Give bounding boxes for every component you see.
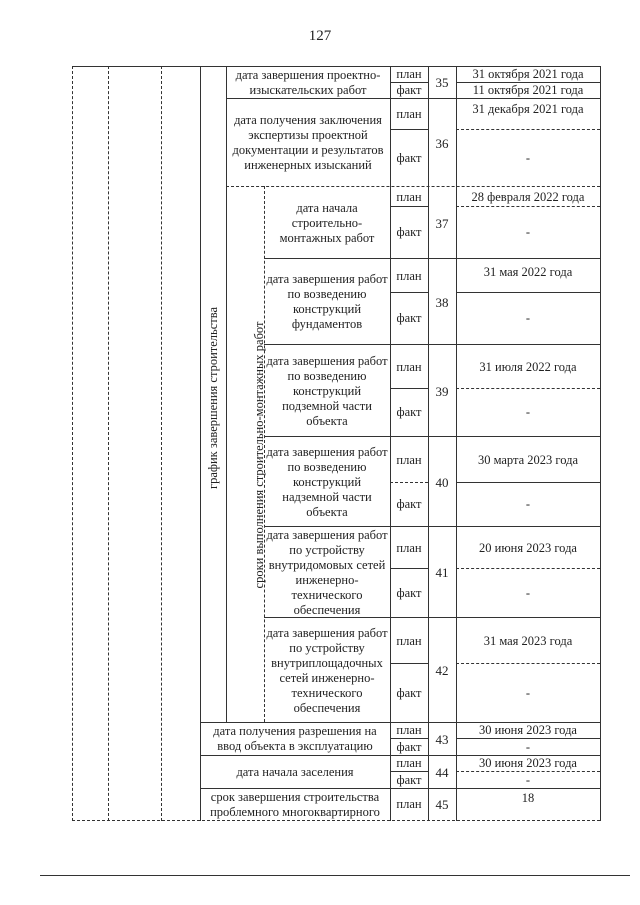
row-39-plan-label: план <box>396 359 422 374</box>
row-36-plan-date: 31 декабря 2021 года <box>472 101 584 116</box>
row-36-plan-label: план <box>396 107 422 121</box>
row-44-fact-date: - <box>525 772 531 787</box>
row-43-fact-label: факт <box>396 739 422 754</box>
row-45-plan-label: план <box>396 797 422 811</box>
row-39-fact-label: факт <box>396 405 422 419</box>
row-37-plan-label: план <box>396 189 422 204</box>
row-42-plan-label: план <box>396 633 422 648</box>
row-37-label: дата начала строительно-монтажных работ <box>279 200 375 245</box>
row-35-fact-label: факт <box>396 83 422 97</box>
row-38-label: дата завершения работ по возведению конструкций фундаментов <box>266 272 388 331</box>
row-38-plan-label: план <box>396 268 422 283</box>
row-43-fact-date: - <box>525 739 531 754</box>
row-38-number: 38 <box>435 294 449 310</box>
row-40-number: 40 <box>435 474 449 490</box>
row-35-label: дата завершения проектно-изыскательских работ <box>235 67 381 97</box>
row-43-number: 43 <box>435 731 449 747</box>
row-42-plan-date: 31 мая 2023 года <box>483 633 573 648</box>
row-43-plan-label: план <box>396 723 422 737</box>
row-37-plan-date: 28 февраля 2022 года <box>471 189 585 204</box>
row-35-plan-date: 31 октября 2021 года <box>472 67 584 81</box>
row-44-number: 44 <box>435 764 449 780</box>
row-45-number: 45 <box>435 797 449 812</box>
row-39-plan-date: 31 июля 2022 года <box>479 359 577 374</box>
row-40-fact-label: факт <box>396 497 422 511</box>
row-36-fact-date: - <box>525 150 531 165</box>
row-40-plan-date: 30 марта 2023 года <box>477 452 579 467</box>
page-number: 127 <box>308 28 332 44</box>
row-42-number: 42 <box>435 663 449 678</box>
row-41-label: дата завершения работ по устройству внутридомовых сетей инженерно-технического обеспечения <box>266 527 388 617</box>
row-40-fact-date: - <box>525 497 531 511</box>
row-35-number: 35 <box>435 75 449 90</box>
row-41-fact-date: - <box>525 585 531 600</box>
row-41-number: 41 <box>435 565 449 580</box>
group-label: график завершения строительства <box>206 306 220 490</box>
row-42-label: дата завершения работ по устройству внутриплощадочных сетей инженерно-технического обеспечения <box>266 625 388 715</box>
row-37-fact-label: факт <box>396 225 422 239</box>
row-44-fact-label: факт <box>396 772 422 787</box>
row-39-fact-date: - <box>525 405 531 419</box>
row-38-fact-date: - <box>525 311 531 325</box>
row-43-label: дата получения разрешения на ввод объекта в эксплуатацию <box>213 724 377 753</box>
row-44-label: дата начала заселения <box>236 764 354 779</box>
row-41-plan-label: план <box>396 540 422 555</box>
row-37-number: 37 <box>435 215 449 231</box>
row-38-fact-label: факт <box>396 311 422 325</box>
row-41-plan-date: 20 июня 2023 года <box>479 540 577 555</box>
row-39-label: дата завершения работ по возведению конструкций подземной части объекта <box>266 353 388 428</box>
row-44-plan-label: план <box>396 756 422 770</box>
row-40-plan-label: план <box>396 452 422 467</box>
row-45-label: срок завершения строительства проблемного многоквартирного <box>210 789 380 819</box>
row-35-fact-date: 11 октября 2021 года <box>472 83 584 97</box>
row-44-plan-date: 30 июня 2023 года <box>479 756 577 770</box>
row-36-label: дата получения заключения экспертизы проектной документации и результатов инженерных изысканий <box>232 113 384 172</box>
row-41-fact-label: факт <box>396 585 422 600</box>
row-36-number: 36 <box>435 135 449 151</box>
row-45-plan-date: 18 <box>521 790 535 805</box>
row-43-plan-date: 30 июня 2023 года <box>479 723 577 737</box>
row-37-fact-date: - <box>525 225 531 239</box>
row-42-fact-label: факт <box>396 685 422 700</box>
row-39-number: 39 <box>435 383 449 399</box>
row-35-plan-label: план <box>396 67 422 81</box>
row-42-fact-date: - <box>525 685 531 700</box>
row-40-label: дата завершения работ по возведению конструкций надземной части объекта <box>266 444 388 519</box>
row-36-fact-label: факт <box>396 150 422 165</box>
subgroup-label: сроки выполнения строительно-монтажных работ <box>252 321 266 589</box>
row-38-plan-date: 31 мая 2022 года <box>483 264 573 279</box>
